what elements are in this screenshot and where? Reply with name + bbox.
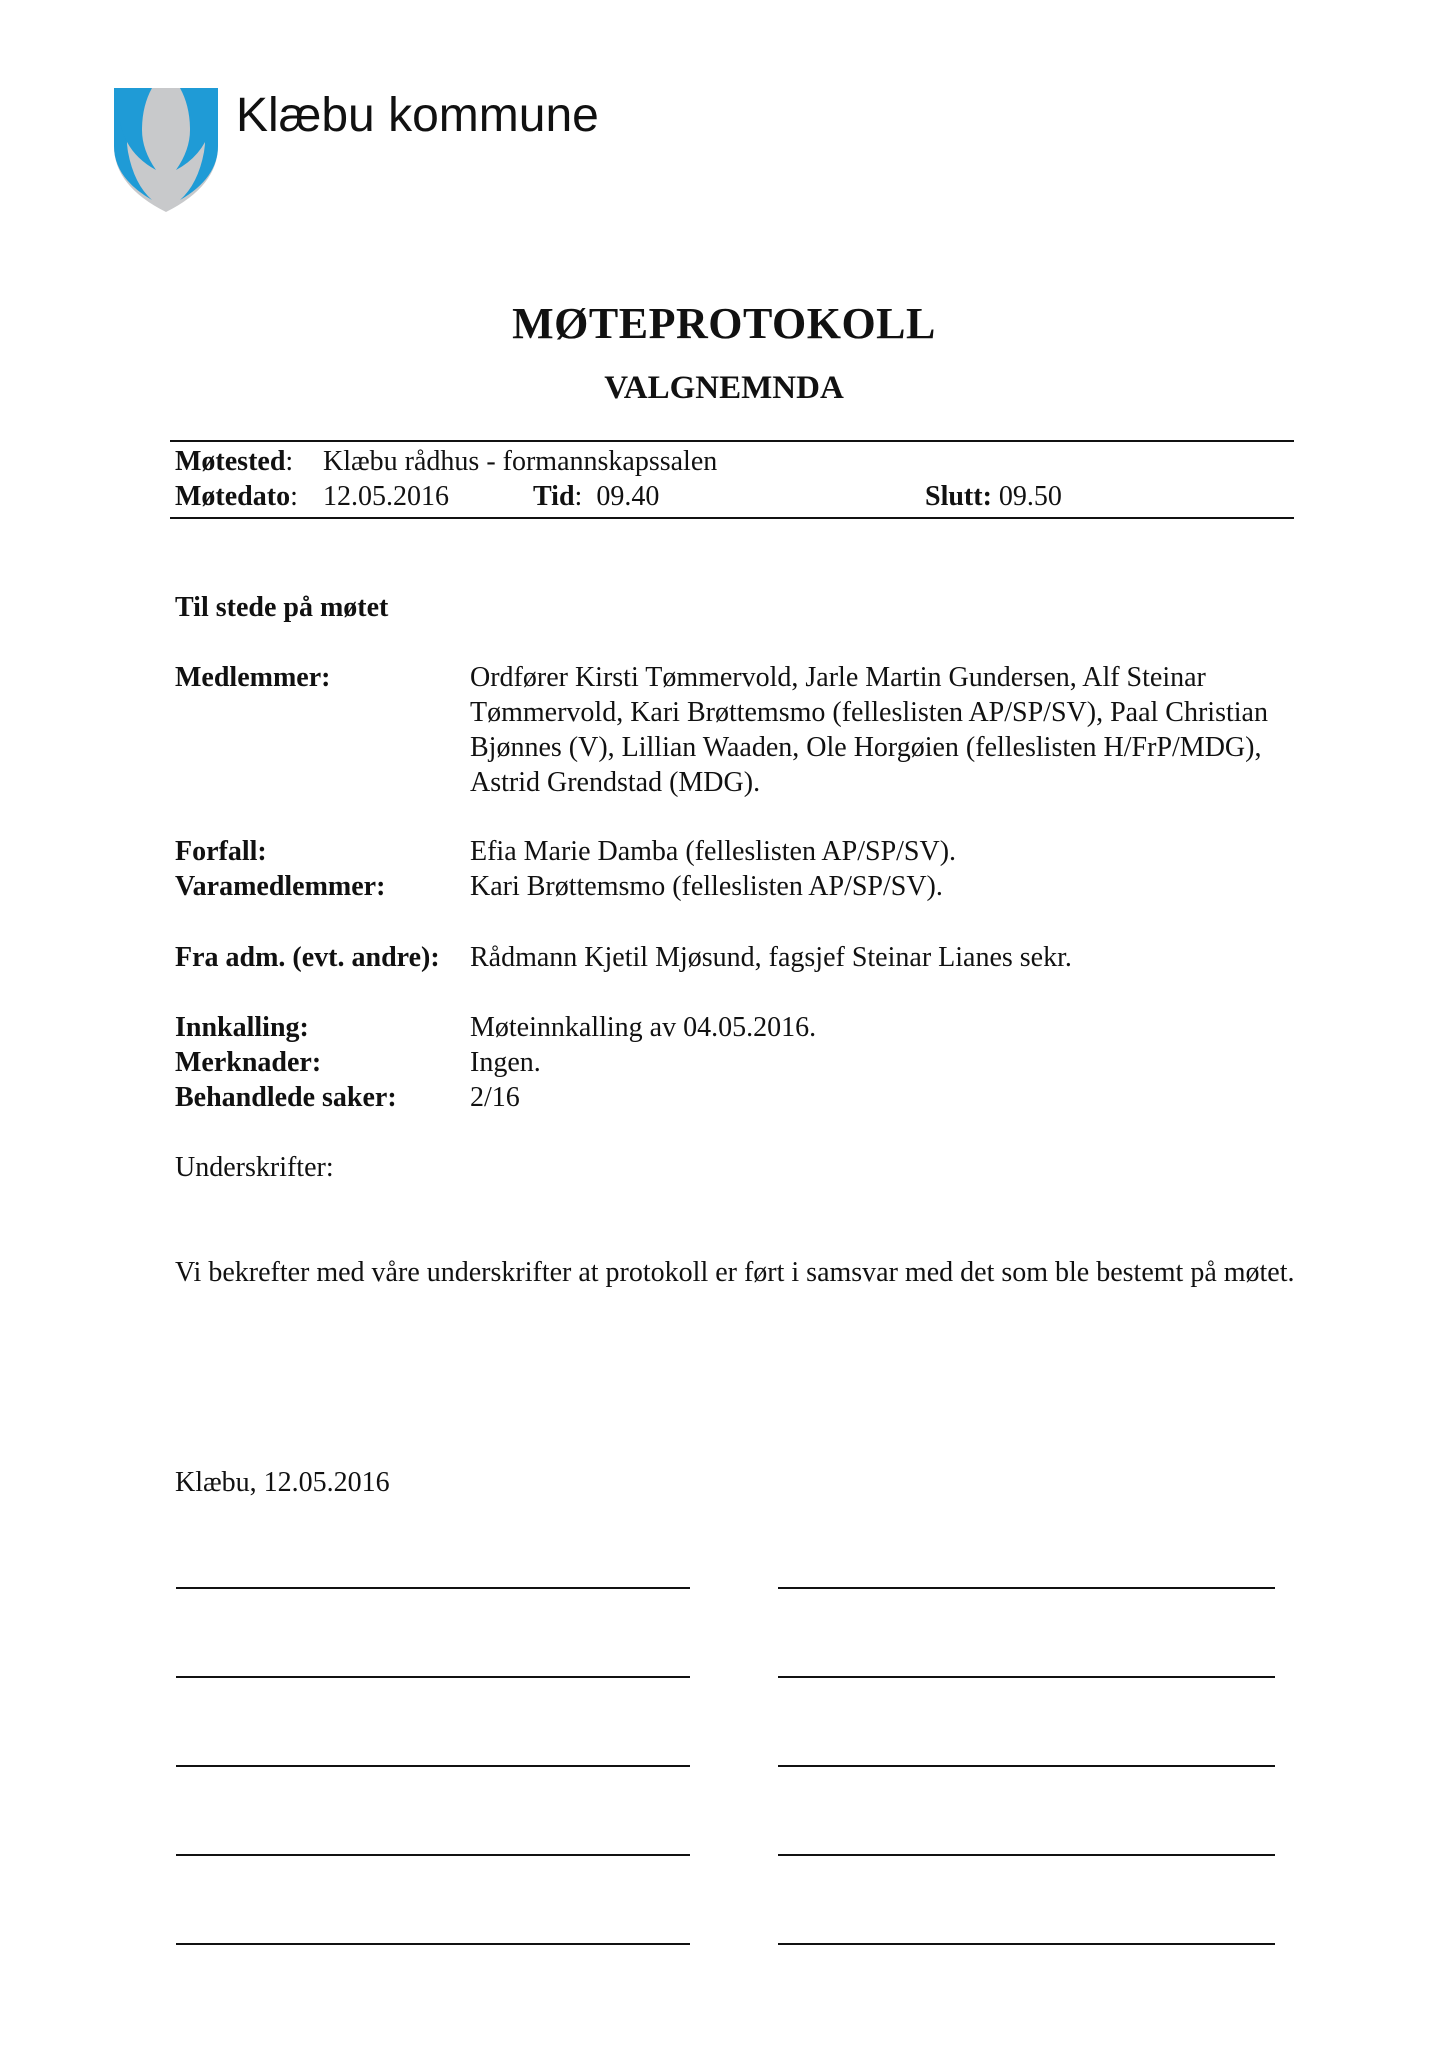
place-date: Klæbu, 12.05.2016 [175, 1467, 390, 1498]
remarks-value: Ingen. [470, 1047, 541, 1078]
substitutes-value: Kari Brøttemsmo (felleslisten AP/SP/SV). [470, 871, 943, 902]
meeting-place-value: Klæbu rådhus - formannskapssalen [323, 446, 718, 477]
meeting-place-label: Møtested [175, 446, 286, 477]
signature-line [176, 1943, 690, 1945]
meeting-end-label: Slutt: [925, 481, 992, 512]
meeting-end-value: 09.50 [998, 481, 1062, 512]
meeting-time: Tid: 09.40 [533, 481, 660, 512]
signature-line [778, 1765, 1275, 1767]
admin-value: Rådmann Kjetil Mjøsund, fagsjef Steinar Lianes sekr. [470, 942, 1072, 973]
signature-line [176, 1854, 690, 1856]
meeting-end [925, 479, 1062, 515]
bottom-rule [170, 517, 1294, 519]
meeting-time-label: Tid [533, 481, 575, 512]
notice-value: Møteinnkalling av 04.05.2016. [470, 1012, 817, 1043]
meeting-date-row: Møtedato: 12.05.2016 Tid: 09.40 Slutt: 09.50 [175, 479, 1075, 515]
top-rule [170, 440, 1294, 442]
signature-line [176, 1765, 690, 1767]
org-name: Klæbu kommune [236, 89, 599, 142]
coat-of-arms-icon [112, 86, 220, 214]
signature-line [778, 1587, 1275, 1589]
document-title: MØTEPROTOKOLL [512, 299, 936, 348]
signatures-heading: Underskrifter: [175, 1152, 334, 1183]
cases-value: 2/16 [470, 1082, 520, 1113]
document-subtitle: VALGNEMNDA [604, 370, 844, 406]
meeting-time-value: 09.40 [596, 481, 660, 512]
absent-value: Efia Marie Damba (felleslisten AP/SP/SV). [470, 836, 957, 867]
remarks-label: Merknader: [175, 1047, 322, 1078]
signature-statement: Vi bekrefter med våre underskrifter at protokoll er ført i samsvar med det som ble bestemt på møtet. [175, 1257, 1295, 1288]
meeting-date-label: Møtedato [175, 481, 291, 512]
signature-line [778, 1943, 1275, 1945]
members-label: Medlemmer: [175, 662, 331, 693]
meeting-date-value: 12.05.2016 [323, 481, 449, 512]
admin-label: Fra adm. (evt. andre): [175, 942, 440, 973]
signature-line [176, 1676, 690, 1678]
signature-line [778, 1676, 1275, 1678]
notice-label: Innkalling: [175, 1012, 309, 1043]
signature-line [778, 1854, 1275, 1856]
absent-label: Forfall: [175, 836, 267, 867]
attendance-heading: Til stede på møtet [175, 592, 389, 623]
cases-label: Behandlede saker: [175, 1082, 397, 1113]
signature-line [176, 1587, 690, 1589]
substitutes-label: Varamedlemmer: [175, 871, 386, 902]
members-value: Ordfører Kirsti Tømmervold, Jarle Martin Gundersen, Alf Steinar Tømmervold, Kari Brøttemsmo (felleslisten AP/SP/SV), Paal Christian Bjønnes (V), Lillian Waaden, Ole Horgøien (felleslisten H/FrP/MDG), Astrid Grendstad (MDG). [470, 662, 1268, 798]
meeting-place-row: Møtested: Klæbu rådhus - formannskapssalen [175, 444, 293, 480]
